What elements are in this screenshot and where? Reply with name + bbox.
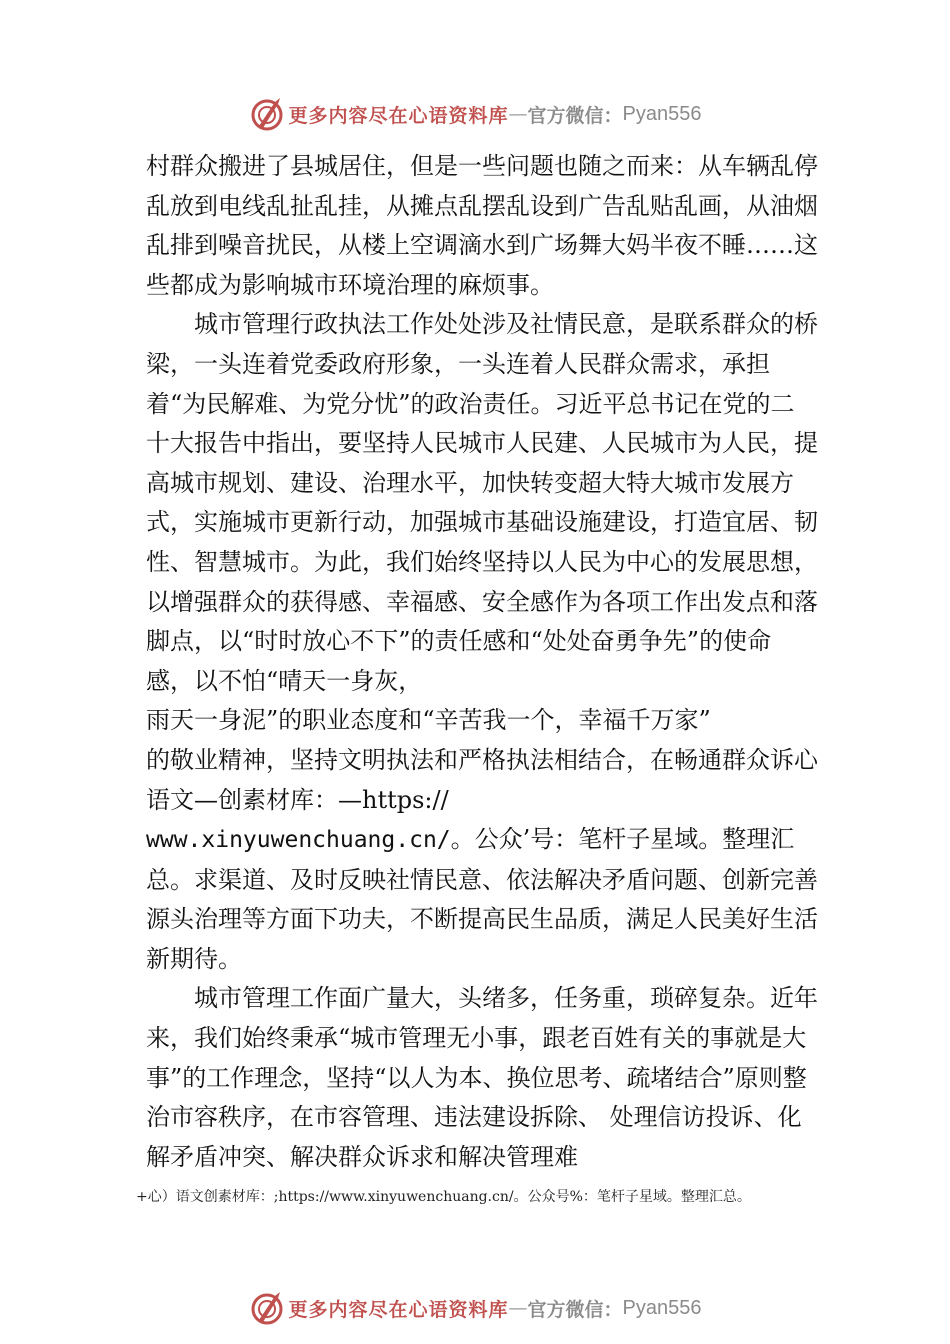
footer-brand: 更多内容尽在心语资料库 xyxy=(288,1298,509,1321)
paragraph-2-part-b: 雨天一身泥”的职业态度和“辛苦我一个，幸福千万家” xyxy=(146,706,711,735)
footnote: +心）语文创素材库：;https://www.xinyuwenchuang.cn/。公众号%：笔杆子星域。整理汇总。 xyxy=(136,1189,751,1205)
paragraph-2 xyxy=(146,305,818,979)
footer-separator: — xyxy=(508,1297,528,1319)
quill-seal-icon xyxy=(249,96,285,132)
footer-official-label: 官方微信： xyxy=(527,1298,623,1321)
document-body xyxy=(146,147,818,1177)
paragraph-2-part-a: 城市管理行政执法工作处处涉及社情民意，是联系群众的桥梁，一头连着党委政府形象，一头连着人民群众需求，承担着“为民解难、为党分忧”的政治责任。习近平总书记在党的二十大报告中指出，要坚持人民城市人民建、人民城市为人民，提高城市规划、建设、治理水平，加快转变超大特大城市发展方式，实施城市更新行动，加强城市基础设施建设，打造宜居、韧性、智慧城市。为此，我们始终坚持以人民为中心的发展思想，以增强群众的获得感、幸福感、安全感作为各项工作出发点和落脚点，以“时时放心不下”的责任感和“处处奋勇争先”的使命感，以不怕“晴天一身灰， xyxy=(146,310,818,695)
paragraph-2-part-c: 的敬业精神，坚持文明执法和严格执法相结合，在畅通群众诉心语文—创素材库：—https:// xyxy=(146,745,818,814)
header-official-label: 官方微信： xyxy=(527,104,623,127)
header-brand: 更多内容尽在心语资料库 xyxy=(288,104,509,127)
paragraph-3: 城市管理工作面广量大，头绪多，任务重，琐碎复杂。近年来，我们始终秉承“城市管理无小事，跟老百姓有关的事就是大事”的工作理念，坚持“以人为本、换位思考、疏堵结合”原则整治市容秩序，在市容管理、违法建设拆除、 处理信访投诉、化解矛盾冲突、解决群众诉求和解决管理难 xyxy=(146,984,818,1171)
footer-wechat-id: Pyan556 xyxy=(622,1296,702,1319)
paragraph-1: 村群众搬进了县城居住，但是一些问题也随之而来：从车辆乱停乱放到电线乱扯乱挂，从摊点乱摆乱设到广告乱贴乱画，从油烟乱排到噪音扰民，从楼上空调滴水到广场舞大妈半夜不睡……这些都成为影响城市环境治理的麻烦事。 xyxy=(146,152,818,299)
paragraph-2-url: www.xinyuwenchuang.cn/ xyxy=(146,827,451,854)
footer-banner xyxy=(0,1288,950,1328)
header-banner xyxy=(0,94,950,134)
header-separator: — xyxy=(508,103,528,125)
paragraph-2-part-d: 。公众’号：笔杆子星域。整理汇总。求渠道、及时反映社情民意、依法解决矛盾问题、创新完善源头治理等方面下功夫，不断提高民生品质，满足人民美好生活新期待。 xyxy=(146,825,818,973)
header-wechat-id: Pyan556 xyxy=(622,102,702,125)
quill-seal-icon xyxy=(249,1290,285,1326)
